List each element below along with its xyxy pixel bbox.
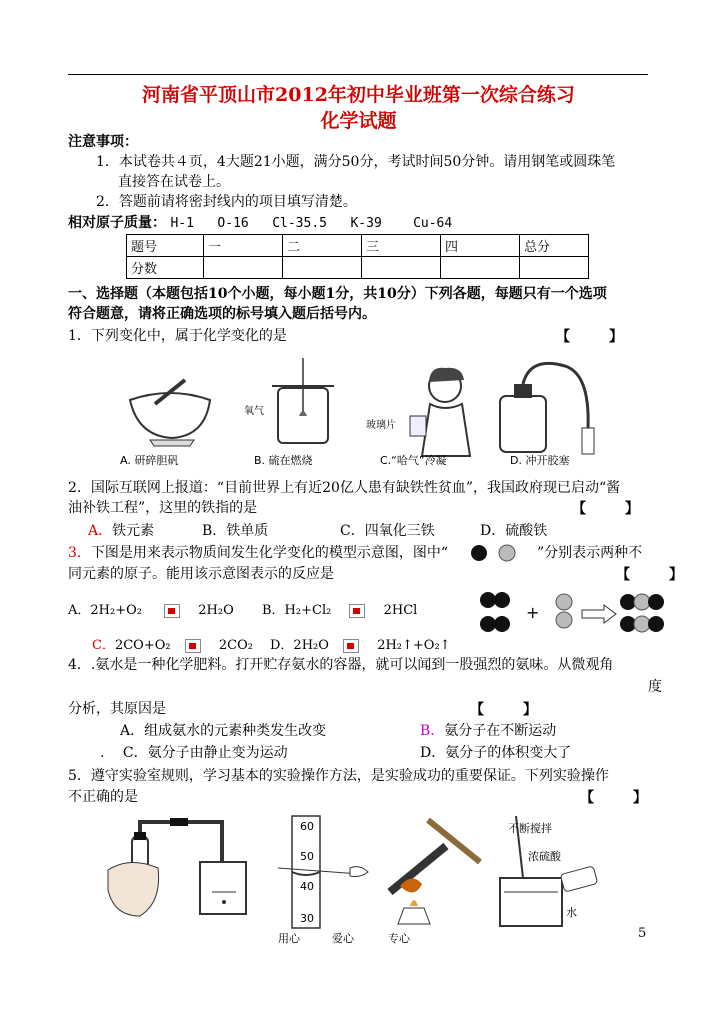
option-product: 2H₂↑+O₂↑ bbox=[377, 638, 451, 653]
q4-stem-cont: 分析，其原因是 bbox=[68, 701, 166, 717]
bottle-tube-illustration bbox=[500, 363, 594, 454]
q3-answer-bracket[interactable]: 【 】 bbox=[616, 567, 683, 583]
score-input[interactable] bbox=[204, 257, 283, 279]
reaction-model-diagram bbox=[478, 590, 668, 640]
q2-option-c[interactable]: C．四氧化三铁 bbox=[340, 523, 435, 539]
q4-option-c[interactable] bbox=[100, 743, 288, 763]
q1-option-d-label: D. 冲开胶塞 bbox=[510, 454, 570, 467]
q3-stem-tail: ”分别表示两种不 bbox=[537, 545, 643, 561]
eye-icon bbox=[350, 867, 368, 877]
q3-option-d[interactable] bbox=[270, 636, 451, 656]
q3-option-b[interactable] bbox=[262, 601, 417, 621]
page-subtitle: 化学试题 bbox=[320, 110, 397, 132]
table-cell: 四 bbox=[441, 235, 520, 257]
page-title: 河南省平顶山市2012年初中毕业班第一次综合练习 bbox=[142, 84, 575, 106]
option-product: 2H₂O bbox=[198, 603, 234, 618]
q5-stem: 5．遵守实验室规则，学习基本的实验操作方法，是实验成功的重要保证。下列实验操作 bbox=[68, 768, 609, 784]
measuring-cylinder-illustration bbox=[278, 816, 368, 928]
conc-acid-label: 浓硫酸 bbox=[528, 850, 561, 863]
table-row bbox=[127, 235, 589, 257]
q3-option-c[interactable] bbox=[92, 636, 253, 656]
option-product: 2CO₂ bbox=[218, 638, 253, 653]
option-text: 铁元素 bbox=[112, 523, 155, 539]
stir-label: 不断搅拌 bbox=[508, 822, 552, 835]
table-row bbox=[127, 257, 589, 279]
q5-answer-bracket[interactable]: 【 】 bbox=[580, 790, 647, 806]
option-letter: A． bbox=[88, 523, 113, 539]
notice-item-1: 1．本试卷共４页，4大题21小题，满分50分，考试时间50分钟。请用钢笔或圆珠笔 bbox=[96, 154, 616, 170]
q3-stem: 下图是用来表示物质间发生化学变化的模型示意图，图中“ bbox=[90, 545, 449, 561]
q3-option-a[interactable] bbox=[68, 601, 234, 621]
q5-stem-cont: 不正确的是 bbox=[68, 789, 138, 805]
broken-image-icon bbox=[185, 639, 201, 653]
atom-legend bbox=[467, 543, 523, 563]
q5-figure bbox=[100, 812, 620, 932]
atomic-mass-label: 相对原子质量： bbox=[68, 215, 166, 231]
dark-atom-icon bbox=[471, 545, 487, 561]
score-input[interactable] bbox=[441, 257, 520, 279]
q2-option-d[interactable]: D．硫酸铁 bbox=[480, 523, 548, 539]
q4-stem: 4．.氨水是一种化学肥料。打开贮存氨水的容器，就可以闻到一股强烈的氨味。从微观角 bbox=[68, 657, 614, 673]
glass-plate-label: 玻璃片 bbox=[366, 420, 396, 431]
q3-stem-cont: 同元素的原子。能用该示意图表示的反应是 bbox=[68, 566, 334, 582]
notice-heading: 注意事项： bbox=[68, 134, 138, 150]
q2-stem: 2．国际互联网上报道：“目前世界上有近20亿人患有缺铁性贫血”，我国政府现已启动“酱 bbox=[68, 480, 621, 496]
notice-item-2: 2．答题前请将密封线内的项目填写清楚。 bbox=[96, 194, 357, 210]
table-cell: 三 bbox=[362, 235, 441, 257]
table-cell: 总分 bbox=[520, 235, 589, 257]
q1-option-b-label: B. 硫在燃烧 bbox=[254, 454, 313, 467]
scale-tick: 40 bbox=[300, 880, 314, 893]
plus-sign: + bbox=[526, 603, 540, 622]
scale-tick: 30 bbox=[300, 912, 314, 925]
option-text: B．H₂+Cl₂ bbox=[262, 603, 332, 618]
q1-figure bbox=[110, 356, 670, 476]
section-1-heading-cont: 符合题意，请将正确选项的标号填入题后括号内。 bbox=[68, 306, 376, 322]
table-cell: 分数 bbox=[127, 257, 204, 279]
option-letter: B． bbox=[420, 723, 445, 739]
q1-answer-bracket[interactable]: 【 】 bbox=[556, 329, 623, 345]
scale-tick: 60 bbox=[300, 820, 314, 833]
gas-jar-illustration bbox=[244, 358, 334, 443]
option-letter: C． bbox=[92, 638, 115, 653]
option-text: C．氨分子由静止变为运动 bbox=[122, 745, 288, 761]
arrow-icon bbox=[582, 605, 616, 623]
q2-answer-bracket[interactable]: 【 】 bbox=[572, 501, 639, 517]
footer-motto-3: 专心 bbox=[388, 932, 410, 945]
q2-option-b[interactable]: B．铁单质 bbox=[202, 523, 269, 539]
mortar-illustration bbox=[130, 380, 210, 446]
footer-motto-2: 爱心 bbox=[332, 932, 354, 945]
test-tube-heating-illustration bbox=[390, 820, 480, 924]
score-input[interactable] bbox=[362, 257, 441, 279]
atomic-mass-values: H-1 O-16 Cl-35.5 K-39 Cu-64 bbox=[170, 216, 453, 231]
broken-image-icon bbox=[343, 639, 359, 653]
table-cell: 一 bbox=[204, 235, 283, 257]
q4-option-a[interactable]: A．组成氨水的元素种类发生改变 bbox=[120, 723, 327, 739]
water-label: 水 bbox=[566, 906, 577, 919]
page-number: 5 bbox=[638, 926, 647, 941]
oxygen-label: 氧气 bbox=[244, 406, 264, 417]
product-molecules bbox=[620, 594, 664, 632]
broken-image-icon bbox=[164, 604, 180, 618]
option-text: 氨分子在不断运动 bbox=[444, 723, 557, 739]
option-product: 2HCl bbox=[383, 603, 418, 618]
table-cell: 题号 bbox=[127, 235, 204, 257]
q4-answer-bracket[interactable]: 【 】 bbox=[470, 702, 537, 718]
option-text: 2CO+O₂ bbox=[114, 638, 171, 653]
q4-stem-wrap: 度 bbox=[648, 679, 662, 695]
q1-option-c-label: C.“哈气”冷凝 bbox=[380, 454, 447, 467]
stray-dot: . bbox=[100, 745, 105, 761]
option-text: D．2H₂O bbox=[270, 638, 329, 653]
broken-image-icon bbox=[349, 604, 365, 618]
option-text: A．2H₂+O₂ bbox=[68, 603, 142, 618]
q1-stem: 1．下列变化中，属于化学变化的是 bbox=[68, 328, 287, 344]
score-input[interactable] bbox=[283, 257, 362, 279]
q4-option-d[interactable]: D．氨分子的体积变大了 bbox=[420, 745, 572, 761]
footer-motto-1: 用心 bbox=[278, 932, 300, 945]
light-atom-icon bbox=[499, 545, 515, 561]
dilution-illustration bbox=[500, 816, 598, 926]
section-1-heading: 一、选择题（本题包括10个小题，每小题1分，共10分）下列各题，每题只有一个选项 bbox=[68, 286, 607, 302]
reactant-light-molecule bbox=[556, 594, 572, 628]
notice-item-1-cont: 直接答在试卷上。 bbox=[118, 174, 230, 190]
scale-tick: 50 bbox=[300, 850, 314, 863]
q2-stem-cont: 油补铁工程”，这里的铁指的是 bbox=[68, 500, 258, 516]
q1-option-a-label: A. 研碎胆矾 bbox=[120, 454, 179, 467]
score-input[interactable] bbox=[520, 257, 589, 279]
top-rule bbox=[68, 74, 648, 75]
table-cell: 二 bbox=[283, 235, 362, 257]
reactant-dark-molecules bbox=[480, 592, 510, 632]
airtightness-check-illustration bbox=[108, 818, 246, 916]
q3-number: 3． bbox=[68, 545, 91, 561]
q4-option-b[interactable] bbox=[420, 721, 556, 741]
score-table bbox=[126, 234, 589, 279]
q2-option-a[interactable] bbox=[88, 521, 154, 541]
girl-breathing-illustration bbox=[366, 368, 470, 456]
